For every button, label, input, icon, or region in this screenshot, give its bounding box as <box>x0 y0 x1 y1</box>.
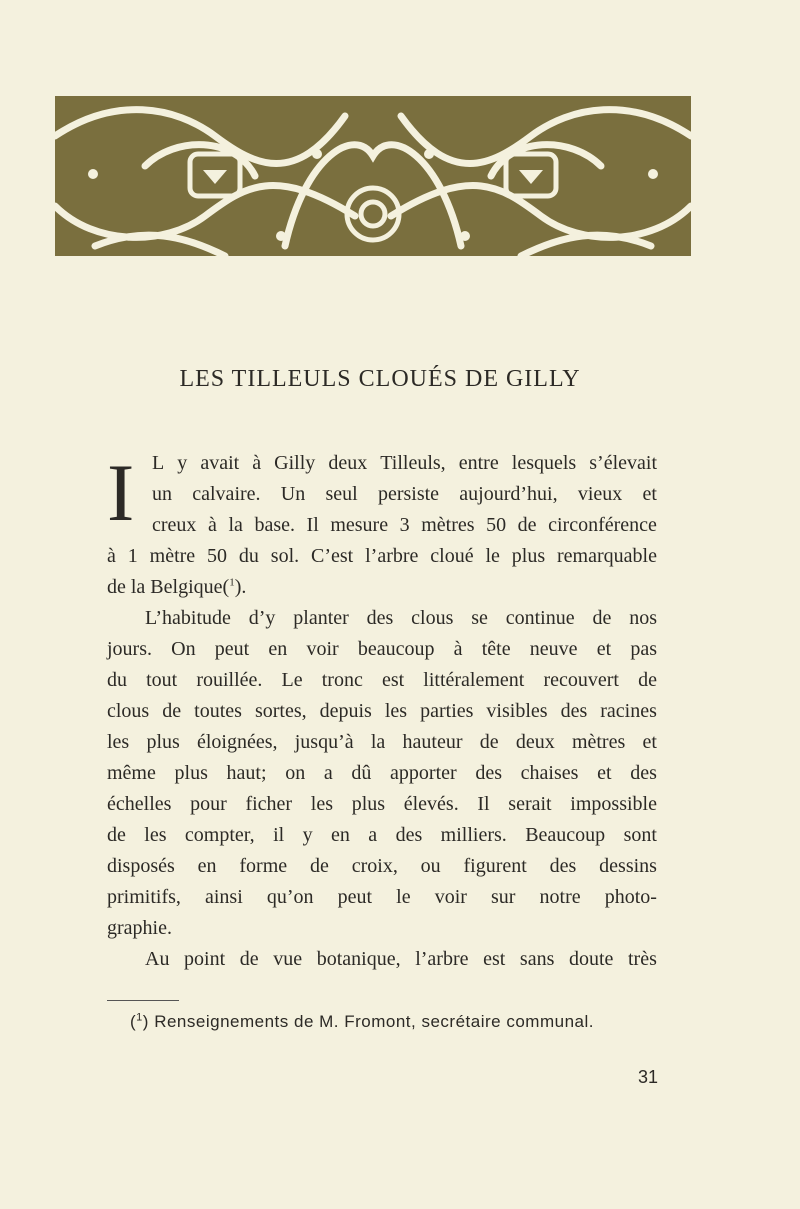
word: un <box>152 483 172 505</box>
text-line <box>107 727 657 758</box>
word: est <box>483 948 506 970</box>
word: éloignées, <box>197 731 278 753</box>
word: du <box>107 669 127 691</box>
scrollwork-ornament-icon <box>55 96 691 256</box>
word: s’élevait <box>589 452 657 474</box>
footnote-marker: ($^1$) <box>130 1011 149 1031</box>
word: et <box>642 731 657 753</box>
text-line <box>107 758 657 789</box>
word: avait <box>200 452 240 474</box>
word: L <box>152 452 165 474</box>
word: et <box>642 483 657 505</box>
word: apporter <box>390 762 457 784</box>
word: sortes, <box>254 700 307 722</box>
word: Beaucoup <box>525 824 606 846</box>
word: forme <box>239 855 288 877</box>
word: Tilleuls, <box>380 452 446 474</box>
word: depuis <box>319 700 372 722</box>
word: clous <box>411 607 454 629</box>
word: compter, <box>184 824 255 846</box>
word: à <box>207 514 217 536</box>
word: L’habitude <box>145 607 231 629</box>
text-line <box>107 913 657 944</box>
word: croix, <box>351 855 398 877</box>
word: seul <box>325 483 358 505</box>
word: le <box>485 545 500 567</box>
word: l’arbre <box>415 948 469 970</box>
word: chaises <box>520 762 579 784</box>
word: même <box>107 762 156 784</box>
word: lesquels <box>511 452 577 474</box>
word: a <box>323 762 333 784</box>
drop-capital: I <box>107 447 135 538</box>
text-line <box>107 696 657 727</box>
word: des <box>395 824 423 846</box>
word: neuve <box>529 638 578 660</box>
body-text <box>107 448 657 975</box>
word: creux <box>152 514 197 536</box>
word: mètres <box>421 514 475 536</box>
footnote-separator <box>107 1000 179 1001</box>
word: à <box>453 638 463 660</box>
word: milliers. <box>440 824 507 846</box>
word: primitifs, <box>107 886 181 908</box>
word: des <box>549 855 577 877</box>
word: pour <box>190 793 227 815</box>
word: mètres <box>571 731 626 753</box>
text-line <box>152 510 657 541</box>
word: de <box>309 855 329 877</box>
word: doute <box>568 948 614 970</box>
word: deux <box>515 731 555 753</box>
word: à <box>252 452 262 474</box>
word: d’y <box>248 607 276 629</box>
text-line <box>107 603 657 634</box>
word: ficher <box>245 793 293 815</box>
text-line <box>107 820 657 851</box>
word: deux <box>328 452 368 474</box>
word: C’est <box>311 545 354 567</box>
text-line <box>107 634 657 665</box>
word: Le <box>281 669 303 691</box>
word: sol. <box>270 545 300 567</box>
word: les <box>310 793 333 815</box>
word: de <box>638 669 657 691</box>
word: sans <box>519 948 555 970</box>
word: se <box>471 607 488 629</box>
word: en <box>197 855 217 877</box>
word: beaucoup <box>357 638 435 660</box>
text-line <box>107 541 657 572</box>
text-line <box>107 789 657 820</box>
word: mesure <box>330 514 389 536</box>
word: de <box>162 700 182 722</box>
word: de <box>592 607 612 629</box>
word: calvaire. <box>192 483 261 505</box>
word: Il <box>477 793 490 815</box>
word: échelles <box>107 793 172 815</box>
word: tronc <box>321 669 363 691</box>
word: voir <box>434 886 467 908</box>
word: hauteur <box>402 731 463 753</box>
word: Gilly <box>274 452 316 474</box>
word: rouillée. <box>196 669 263 691</box>
word: serait <box>508 793 552 815</box>
word: en <box>268 638 288 660</box>
word: peut <box>337 886 373 908</box>
word: l’arbre <box>365 545 419 567</box>
text-line <box>152 479 657 510</box>
word: élevés. <box>403 793 459 815</box>
word: les <box>107 731 130 753</box>
word: le <box>396 886 411 908</box>
text-line <box>107 851 657 882</box>
word: entre <box>458 452 499 474</box>
word: figurent <box>463 855 527 877</box>
word: racines <box>600 700 657 722</box>
word: circonférence <box>548 514 657 536</box>
word: botanique, <box>316 948 401 970</box>
word: parties <box>420 700 474 722</box>
word: des <box>475 762 503 784</box>
text-line <box>107 944 657 975</box>
text-line-segment: de la Belgique <box>107 576 223 598</box>
word: vieux <box>577 483 623 505</box>
word: sur <box>491 886 516 908</box>
word: clous <box>107 700 150 722</box>
word: graphie. <box>107 917 172 939</box>
word: qu’on <box>266 886 314 908</box>
word: sont <box>623 824 657 846</box>
word: plus <box>511 545 546 567</box>
word: ainsi <box>204 886 243 908</box>
word: continue <box>505 607 575 629</box>
word: disposés <box>107 855 175 877</box>
word: pas <box>630 638 657 660</box>
word: plus <box>174 762 208 784</box>
word: de <box>517 514 537 536</box>
chapter-title: LES TILLEULS CLOUÉS DE GILLY <box>179 366 581 392</box>
word: du <box>238 545 259 567</box>
word: ou <box>420 855 441 877</box>
word: haut; <box>226 762 267 784</box>
word: 1 <box>127 545 138 567</box>
word: point <box>184 948 226 970</box>
word: nos <box>629 607 657 629</box>
word: tête <box>481 638 511 660</box>
word: aujourd’hui, <box>459 483 558 505</box>
word: peut <box>214 638 250 660</box>
word: des <box>630 762 657 784</box>
word: à <box>107 545 116 567</box>
word: Au <box>145 948 170 970</box>
word: jusqu’à <box>294 731 354 753</box>
word: des <box>366 607 394 629</box>
word: toutes <box>194 700 242 722</box>
word: les <box>144 824 167 846</box>
word: 50 <box>486 514 507 536</box>
word: est <box>381 669 405 691</box>
word: on <box>285 762 306 784</box>
word: des <box>560 700 588 722</box>
footnote <box>130 1012 670 1032</box>
word: 50 <box>207 545 228 567</box>
footnote-text: Renseignements de M. Fromont, secrétaire communal. <box>154 1012 594 1031</box>
word: remarquable <box>557 545 657 567</box>
word: y <box>177 452 188 474</box>
word: très <box>627 948 657 970</box>
word: jours. <box>107 638 152 660</box>
word: Il <box>306 514 319 536</box>
text-line <box>107 665 657 696</box>
word: On <box>171 638 196 660</box>
word: planter <box>293 607 349 629</box>
word: photo- <box>604 886 657 908</box>
word: recouvert <box>543 669 619 691</box>
word: 3 <box>399 514 410 536</box>
word: plus <box>351 793 386 815</box>
footnote-marker-number: 1 <box>136 1011 143 1024</box>
word: les <box>384 700 408 722</box>
word: a <box>368 824 378 846</box>
word: visibles <box>486 700 548 722</box>
word: notre <box>539 886 581 908</box>
text-line <box>107 882 657 913</box>
word: en <box>331 824 350 846</box>
word: et <box>596 638 612 660</box>
word: impossible <box>570 793 657 815</box>
word: mètre <box>149 545 196 567</box>
word: dessins <box>599 855 657 877</box>
text-line <box>107 572 657 603</box>
word: persiste <box>377 483 440 505</box>
word: base. <box>254 514 295 536</box>
text-line <box>152 448 657 479</box>
word: cloué <box>430 545 474 567</box>
word: voir <box>306 638 339 660</box>
word: il <box>273 824 285 846</box>
word: de <box>239 948 259 970</box>
word: de <box>479 731 499 753</box>
word: y <box>302 824 313 846</box>
word: dû <box>351 762 372 784</box>
word: tout <box>146 669 178 691</box>
word: Un <box>280 483 306 505</box>
ornamental-header-banner <box>55 96 691 256</box>
word: la <box>370 731 386 753</box>
word: de <box>107 824 126 846</box>
word: vue <box>273 948 303 970</box>
word: la <box>228 514 243 536</box>
text-line-segment: ). <box>234 576 247 598</box>
footnote-reference: ($^1$ <box>222 576 235 598</box>
word: plus <box>146 731 180 753</box>
page-number: 31 <box>638 1067 659 1087</box>
word: littéralement <box>423 669 525 691</box>
footnote-ref-number: 1 <box>229 576 235 589</box>
word: et <box>597 762 612 784</box>
